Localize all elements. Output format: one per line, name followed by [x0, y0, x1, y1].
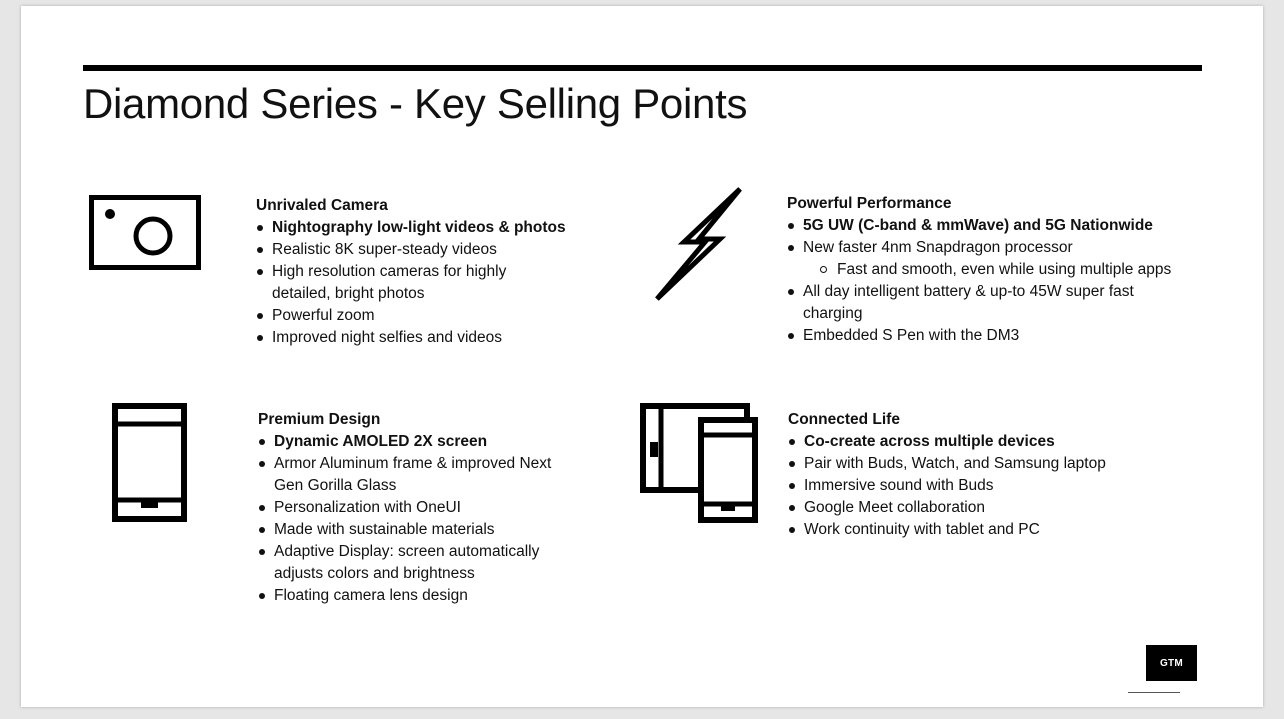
section-heading: Premium Design: [258, 411, 381, 428]
list-item: 5G UW (C-band & mmWave) and 5G Nationwide: [787, 215, 1207, 237]
section-premium-design: [258, 409, 578, 607]
feature-list: [256, 217, 586, 349]
title-rule: [83, 65, 1202, 71]
list-item: Floating camera lens design: [258, 585, 578, 607]
list-item: Adaptive Display: screen automatically adjusts colors and brightness: [258, 541, 569, 585]
section-powerful-performance: [787, 193, 1207, 347]
list-item: Co-create across multiple devices: [788, 431, 1188, 453]
list-item: Fast and smooth, even while using multiple apps: [787, 259, 1207, 281]
camera-icon: [89, 195, 201, 271]
lightning-bolt-icon: [653, 187, 745, 302]
section-connected-life: [788, 409, 1188, 541]
multiple-devices-icon: [640, 403, 758, 523]
slide: [21, 6, 1263, 707]
section-unrivaled-camera: [256, 195, 586, 349]
list-item: Embedded S Pen with the DM3: [787, 325, 1207, 347]
section-heading: Unrivaled Camera: [256, 197, 388, 214]
gtm-badge: GTM: [1146, 645, 1197, 681]
smartphone-icon: [112, 403, 187, 522]
list-item: Made with sustainable materials: [258, 519, 578, 541]
list-item: High resolution cameras for highly detailed, bright photos: [256, 261, 532, 305]
list-item: Dynamic AMOLED 2X screen: [258, 431, 578, 453]
slide-title: Diamond Series - Key Selling Points: [83, 80, 748, 127]
feature-list: [788, 431, 1188, 541]
footer-line: [1128, 692, 1180, 693]
list-item: Work continuity with tablet and PC: [788, 519, 1188, 541]
list-item: Personalization with OneUI: [258, 497, 578, 519]
list-item: Nightography low-light videos & photos: [256, 217, 586, 239]
list-item: Armor Aluminum frame & improved Next Gen Gorilla Glass: [258, 453, 574, 497]
list-item: Google Meet collaboration: [788, 497, 1188, 519]
section-heading: Powerful Performance: [787, 195, 952, 212]
section-heading: Connected Life: [788, 411, 900, 428]
list-item: Improved night selfies and videos: [256, 327, 586, 349]
list-item: Realistic 8K super-steady videos: [256, 239, 586, 261]
list-item: Pair with Buds, Watch, and Samsung laptop: [788, 453, 1188, 475]
list-item: Powerful zoom: [256, 305, 586, 327]
list-item: All day intelligent battery & up-to 45W super fast charging: [787, 281, 1173, 325]
feature-list: [258, 431, 578, 607]
list-item: Immersive sound with Buds: [788, 475, 1188, 497]
feature-list: [787, 215, 1207, 347]
list-item: New faster 4nm Snapdragon processor: [787, 237, 1207, 259]
